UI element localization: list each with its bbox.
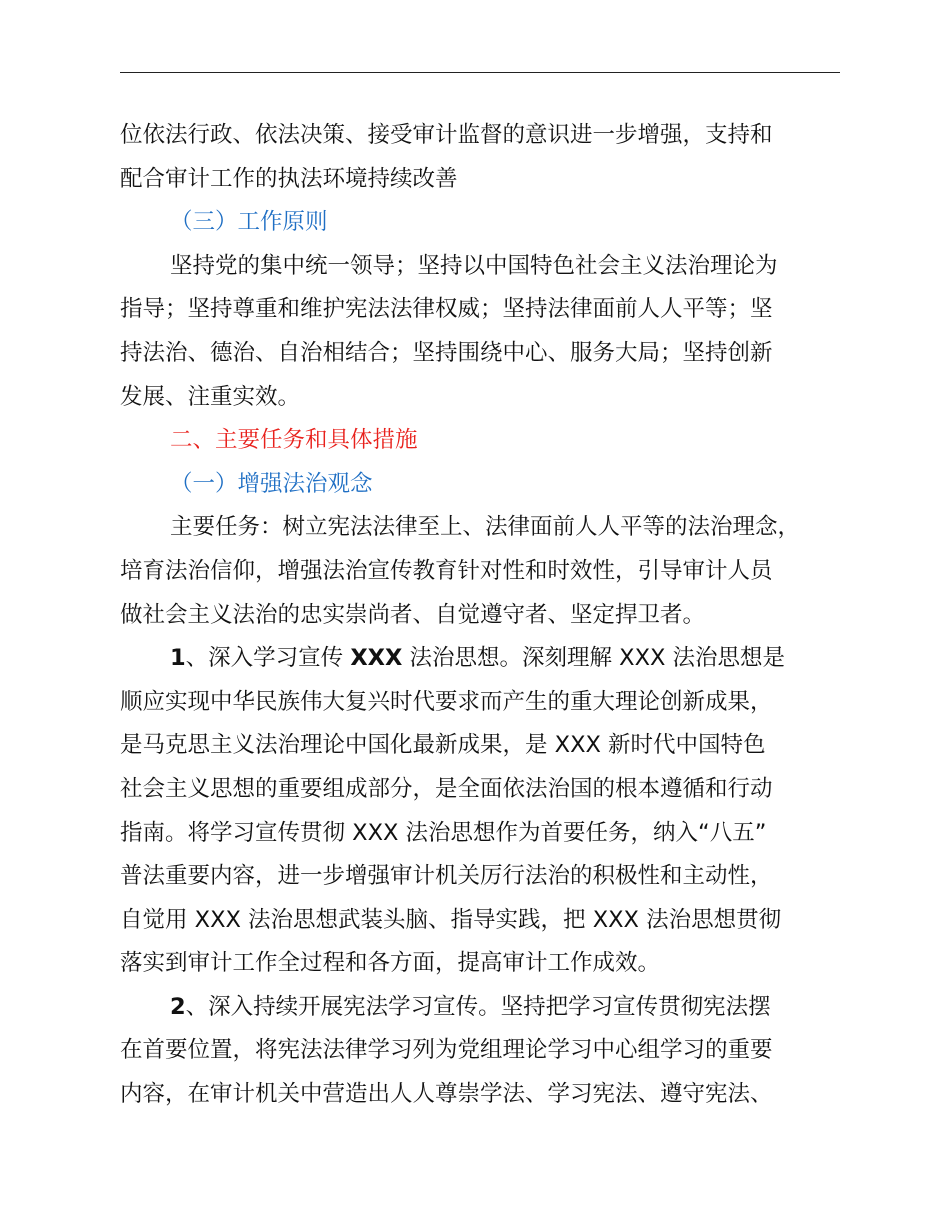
paragraph-line: 坚持党的集中统一领导；坚持以中国特色社会主义法治理论为	[170, 252, 778, 279]
paragraph-line: 自觉用 XXX 法治思想武装头脑、指导实践，把 XXX 法治思想贯彻	[120, 906, 782, 933]
paragraph-line: 持法治、德治、自治相结合；坚持围绕中心、服务大局；坚持创新	[120, 339, 773, 366]
item-text: 、深入持续开展宪法学习宣传。坚持把学习宣传贯彻宪法摆	[185, 993, 771, 1020]
item-number: 2	[170, 993, 186, 1020]
paragraph-line: 指南。将学习宣传贯彻 XXX 法治思想作为首要任务，纳入“八五”	[120, 819, 767, 846]
paragraph-line: 顺应实现中华民族伟大复兴时代要求而产生的重大理论创新成果，	[120, 688, 773, 715]
paragraph-line: 是马克思主义法治理论中国化最新成果，是 XXX 新时代中国特色	[120, 732, 766, 759]
section-heading-rule-of-law: （一）增强法治观念	[170, 470, 373, 497]
item-text: 法治思想。深刻理解 XXX 法治思想是	[402, 645, 786, 672]
paragraph-line: 做社会主义法治的忠实崇尚者、自觉遵守者、坚定捍卫者。	[120, 601, 706, 628]
paragraph-line: 内容，在审计机关中营造出人人尊崇学法、学习宪法、遵守宪法、	[120, 1081, 773, 1108]
paragraph-line: 位依法行政、依法决策、接受审计监督的意识进一步增强，支持和	[120, 122, 773, 148]
paragraph-line: 发展、注重实效。	[120, 383, 301, 410]
paragraph-line: 配合审计工作的执法环境持续改善	[120, 165, 458, 192]
item-text: 、深入学习宣传	[185, 645, 351, 672]
chapter-heading-main-tasks: 二、主要任务和具体措施	[170, 427, 418, 454]
paragraph-line: 在首要位置，将宪法法律学习列为党组理论学习中心组学习的重要	[120, 1037, 773, 1064]
numbered-item-2	[120, 986, 842, 1030]
section-heading-principles: （三）工作原则	[170, 209, 328, 236]
numbered-item-1	[120, 637, 842, 681]
header-rule	[120, 72, 840, 73]
item-number: 1	[170, 645, 186, 672]
paragraph-line: 主要任务：树立宪法法律至上、法律面前人人平等的法治理念，	[170, 514, 801, 541]
paragraph-line: 社会主义思想的重要组成部分，是全面依法治国的根本遵循和行动	[120, 775, 773, 802]
paragraph-line: 指导；坚持尊重和维护宪法法律权威；坚持法律面前人人平等；坚	[120, 296, 773, 323]
paragraph-line: 培育法治信仰，增强法治宣传教育针对性和时效性，引导审计人员	[120, 557, 773, 584]
paragraph-line: 落实到审计工作全过程和各方面，提高审计工作成效。	[120, 950, 661, 977]
item-bold-text: XXX	[350, 645, 403, 672]
paragraph-line: 普法重要内容，进一步增强审计机关厉行法治的积极性和主动性，	[120, 863, 773, 890]
document-body	[120, 114, 842, 1117]
